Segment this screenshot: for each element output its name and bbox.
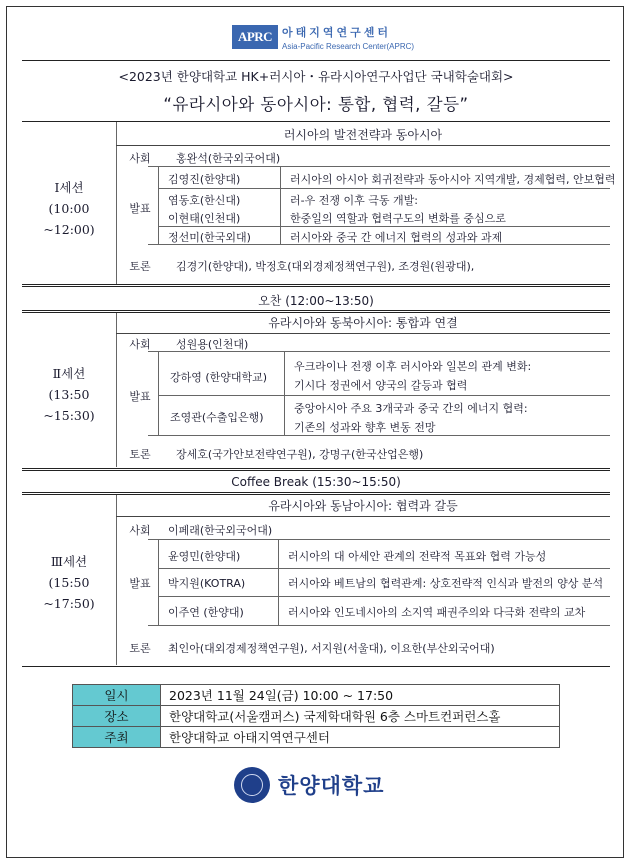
chair-label: 사회	[129, 524, 151, 537]
info-key: 장소	[73, 706, 161, 727]
divider	[22, 468, 610, 471]
header	[22, 60, 610, 117]
coffee-break: Coffee Break (15:30~15:50)	[231, 475, 401, 489]
chair-label: 사회	[129, 152, 151, 165]
event-info-table	[72, 684, 560, 748]
aprc-name-en: Asia-Pacific Research Center(APRC)	[282, 41, 415, 51]
session-3-chair: 이페래(한국외국어대)	[168, 524, 273, 537]
presenter-name: 조영관(수출입은행)	[170, 411, 264, 424]
aprc-name-ko: 아태지역연구센터	[282, 25, 392, 39]
presenter-label: 발표	[129, 577, 151, 590]
discussant-label: 토론	[129, 642, 151, 655]
presentation-topic: 러시아의 아시아 회귀전략과 동아시아 지역개발, 경제협력, 안보협력	[290, 173, 616, 186]
presentation-topic: 러시아의 대 아세안 관계의 전략적 목표와 협력 가능성	[288, 550, 547, 563]
info-value: 한양대학교(서울캠퍼스) 국제학대학원 6층 스마트컨퍼런스홀	[161, 706, 560, 727]
lunch-break: 오찬 (12:00~13:50)	[258, 294, 374, 308]
presentation-topic: 러시아와 베트남의 협력관계: 상호전략적 인식과 발전의 양상 분석	[288, 577, 604, 590]
info-row-venue	[73, 706, 560, 727]
discussant-label: 토론	[129, 448, 151, 461]
hanyang-logo	[234, 765, 384, 805]
divider	[22, 666, 610, 667]
session-1-chair: 홍완석(한국외국어대)	[176, 152, 281, 165]
session-1-discussants: 김경기(한양대), 박정호(대외경제정책연구원), 조경원(원광대),	[176, 260, 475, 273]
presenter-name: 이현태(인천대)	[168, 212, 241, 225]
session-2-label: Ⅱ세션 (13:50 ~15:30)	[43, 366, 95, 423]
info-value: 2023년 11월 24일(금) 10:00 ~ 17:50	[161, 685, 560, 706]
info-key: 일시	[73, 685, 161, 706]
aprc-logo-mark: APRC	[232, 25, 278, 49]
session-3-label: Ⅲ세션 (15:50 ~17:50)	[43, 554, 95, 611]
info-row-date	[73, 685, 560, 706]
session-2-theme: 유라시아와 동북아시아: 통합과 연결	[116, 313, 610, 334]
presentation-topic: 중앙아시아 주요 3개국과 중국 간의 에너지 협력:	[294, 402, 528, 415]
info-value: 한양대학교 아태지역연구센터	[161, 727, 560, 748]
university-name: 한양대학교	[278, 774, 385, 798]
presentation-topic: 한중일의 역할과 협력구도의 변화를 중심으로	[290, 212, 506, 225]
discussant-label: 토론	[129, 260, 151, 273]
presenter-name: 염동호(한신대)	[168, 194, 241, 207]
info-row-host	[73, 727, 560, 748]
presenter-name: 박지원(KOTRA)	[168, 577, 246, 590]
session-2	[22, 313, 610, 467]
conference-title: “유라시아와 동아시아: 통합, 협력, 갈등”	[163, 95, 469, 114]
university-seal-icon	[234, 767, 270, 803]
conference-subtitle: <2023년 한양대학교 HK+러시아・유라시아연구사업단 국내학술대회>	[118, 69, 514, 84]
presentation-topic: 러시아와 인도네시아의 소지역 패권주의와 다극화 전략의 교차	[288, 606, 586, 619]
session-2-discussants: 장세호(국가안보전략연구원), 강명구(한국산업은행)	[176, 448, 424, 461]
divider	[22, 284, 610, 287]
session-3	[22, 495, 610, 665]
presentation-topic: 기존의 성과와 향후 변동 전망	[294, 421, 436, 434]
presentation-topic: 러시아와 중국 간 에너지 협력의 성과와 과제	[290, 231, 503, 244]
presenter-name: 윤영민(한양대)	[168, 550, 241, 563]
info-key: 주최	[73, 727, 161, 748]
session-1-theme: 러시아의 발전전략과 동아시아	[116, 125, 610, 146]
presenter-label: 발표	[129, 202, 151, 215]
aprc-logo	[232, 22, 414, 52]
presenter-label: 발표	[129, 390, 151, 403]
session-2-chair: 성원용(인천대)	[176, 338, 249, 351]
presenter-name: 강하영 (한양대학교)	[170, 371, 268, 384]
session-3-discussants: 최인아(대외경제정책연구원), 서지원(서울대), 이요한(부산외국어대)	[168, 642, 495, 655]
session-1-label: Ⅰ세션 (10:00 ~12:00)	[43, 180, 95, 237]
session-1	[22, 122, 616, 284]
presenter-name: 이주연 (한양대)	[168, 606, 244, 619]
presentation-topic: 러-우 전쟁 이후 극동 개발:	[290, 194, 418, 207]
chair-label: 사회	[129, 338, 151, 351]
presenter-name: 김영진(한양대)	[168, 173, 241, 186]
session-3-theme: 유라시아와 동남아시아: 협력과 갈등	[116, 496, 610, 517]
presentation-topic: 기시다 정권에서 양국의 갈등과 협력	[294, 379, 468, 392]
presentation-topic: 우크라이나 전쟁 이후 러시아와 일본의 관계 변화:	[294, 360, 532, 373]
presenter-name: 정선미(한국외대)	[168, 231, 251, 244]
